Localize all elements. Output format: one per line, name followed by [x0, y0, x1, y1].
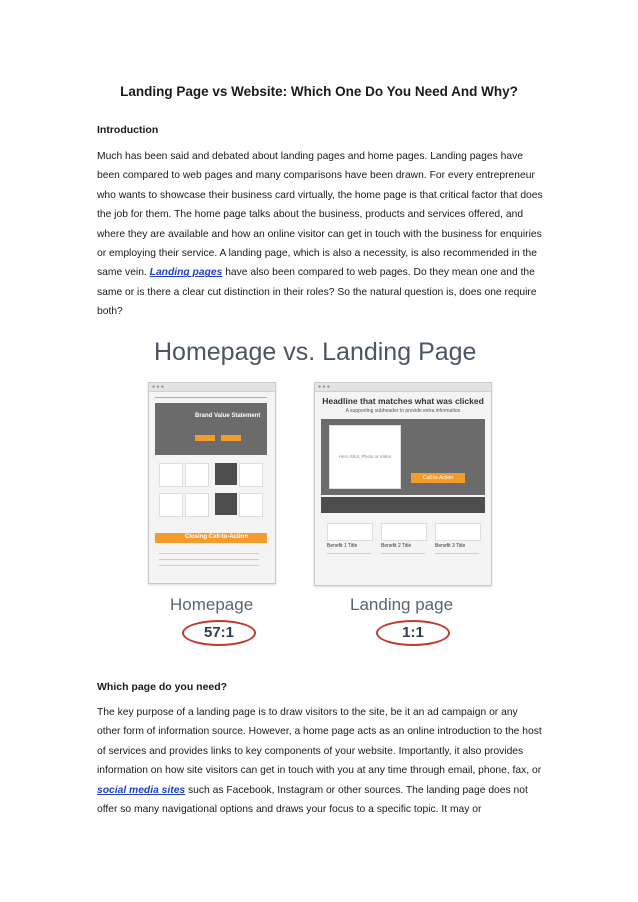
document-title: Landing Page vs Website: Which One Do You Need And Why? [120, 84, 518, 99]
benefit-title: Benefit 1 Title [327, 543, 358, 549]
landing-mockup [314, 382, 492, 586]
benefit-text-line [381, 553, 425, 554]
media-placeholder [329, 425, 401, 489]
brand-statement: Brand Value Statement [195, 413, 261, 419]
footer-line [159, 559, 259, 560]
product-card [239, 463, 263, 487]
hero-panel [155, 403, 267, 455]
benefit-text-line [327, 553, 371, 554]
footer-line [159, 565, 259, 566]
nav-line [155, 397, 267, 398]
intro-heading: Introduction [97, 124, 159, 136]
figure-title: Homepage vs. Landing Page [154, 338, 477, 366]
social-media-link[interactable]: social media sites [97, 784, 186, 796]
landing-pages-link[interactable]: Landing pages [149, 267, 223, 279]
landing-caption: Landing page [350, 595, 454, 614]
intro-text-2: have also been compared to web pages. Do they mean one and the same or is there a clear cut distinction in their roles? So the natural question is, does one require both? [97, 267, 537, 318]
section2-heading: Which page do you need? [97, 681, 228, 693]
browser-bar: ● ● ● [149, 383, 275, 392]
product-card-dark [215, 463, 237, 485]
intro-paragraph [97, 147, 543, 322]
homepage-mockup [148, 382, 276, 584]
footer-line [159, 553, 259, 554]
product-card [185, 463, 209, 487]
product-card-dark [215, 493, 237, 515]
intro-text-1: Much has been said and debated about landing pages and home pages. Landing pages have been compared to web pages and many comparisons have been drawn. For every entrepreneur who wants to showcase their business card virtually, the home page is that critical factor that does the job for them. The home page talks about the business, products and services offered, and where they are available and how an online visitor can get in touch with the business for enquiries or employing their service. A landing page, which is also a necessity, is also recommended in the same vein. [97, 151, 543, 279]
landing-cta: Call-to-Action [422, 475, 453, 481]
homepage-ratio: 57:1 [182, 620, 256, 646]
hero-button-2 [221, 435, 241, 441]
media-placeholder-text: Hero Shot, Photo or Video [338, 454, 392, 459]
benefit-image [381, 523, 427, 541]
product-card [159, 463, 183, 487]
section2-paragraph [97, 703, 543, 819]
section2-text-1: The key purpose of a landing page is to draw visitors to the site, be it an ad campaign or any other form of information source. However, a home page acts as an online introduction to the host of services and provides links to key components of your website. Importantly, it also provides information on how site visitors can get in touch with you at any time through email, phone, fax, or [97, 707, 542, 777]
section2-text-2: such as Facebook, Instagram or other sources. The landing page does not offer so many navigational options and draws your focus to a specific topic. It may or [97, 784, 528, 816]
homepage-vs-landing-figure [140, 338, 500, 656]
product-card [159, 493, 183, 517]
benefit-image [435, 523, 481, 541]
hero-button [195, 435, 215, 441]
closing-cta: Closing Call-to-Action [185, 534, 248, 540]
benefit-text-line [435, 553, 479, 554]
benefit-title: Benefit 3 Title [435, 543, 466, 549]
landing-testimonial-bar [321, 497, 485, 513]
browser-bar: ● ● ● [315, 383, 491, 392]
landing-subheadline: A supporting subheader to provide extra information [345, 408, 461, 414]
product-card [239, 493, 263, 517]
landing-headline: Headline that matches what was clicked [322, 396, 484, 406]
landing-ratio: 1:1 [376, 620, 450, 646]
benefit-title: Benefit 2 Title [381, 543, 412, 549]
landing-cta-button [411, 473, 465, 483]
benefit-image [327, 523, 373, 541]
homepage-caption: Homepage [170, 595, 254, 614]
product-card [185, 493, 209, 517]
